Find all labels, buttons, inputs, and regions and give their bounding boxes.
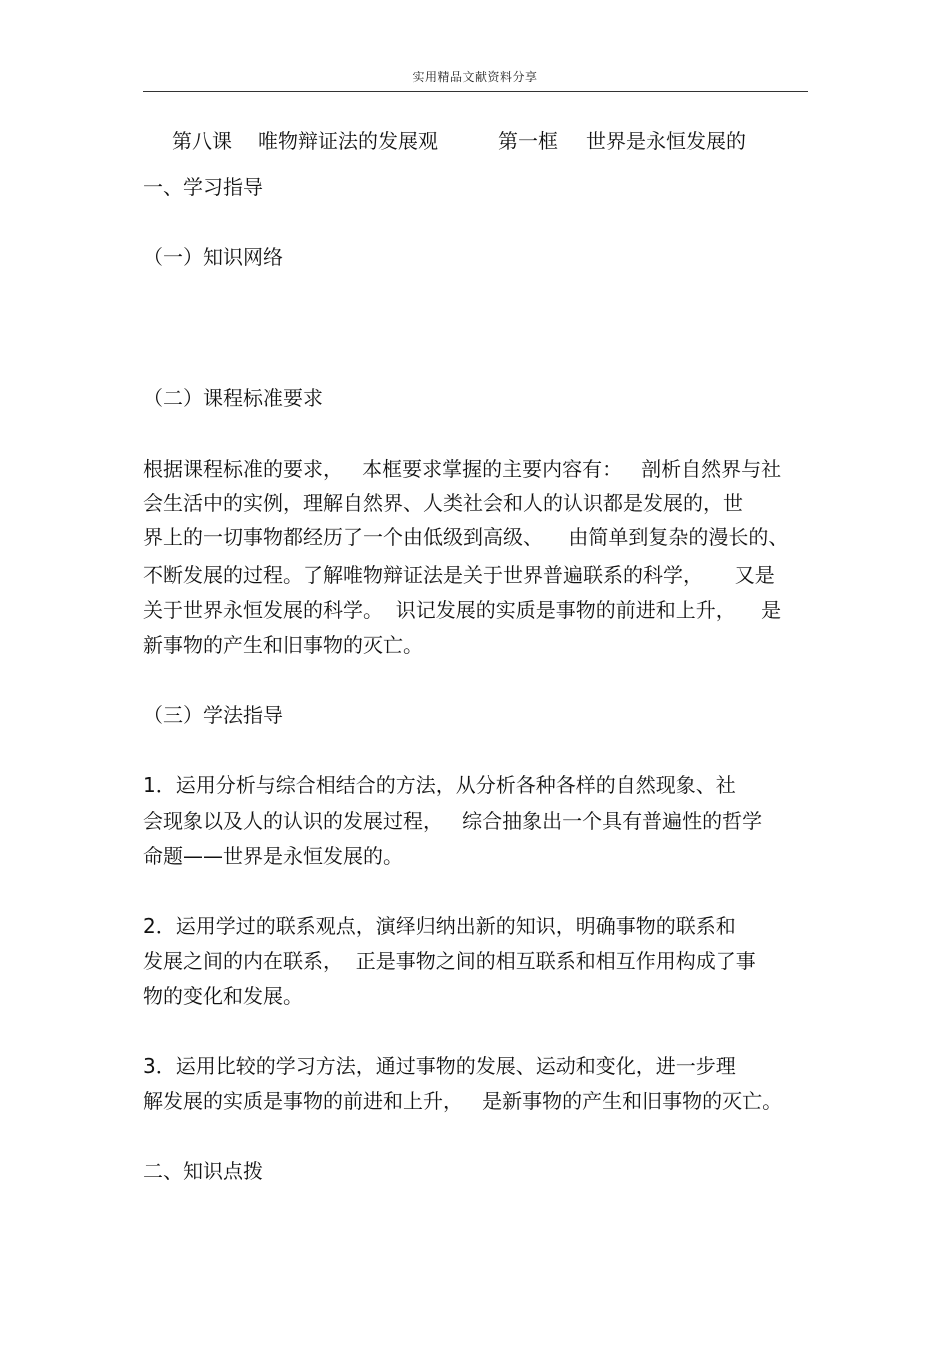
lesson-number: 第八课	[172, 129, 232, 153]
standard-line: 根据课程标准的要求， 本框要求掌握的主要内容有： 剖析自然界与社	[143, 457, 782, 481]
frame-number: 第一框	[498, 129, 558, 153]
lesson-name: 唯物辩证法的发展观	[258, 129, 438, 153]
lesson-title	[172, 128, 746, 154]
method-3-line: 3．运用比较的学习方法，通过事物的发展、运动和变化，进一步理	[143, 1054, 736, 1078]
standard-line: 会生活中的实例，理解自然界、人类社会和人的认识都是发展的，世	[143, 491, 743, 515]
method-2-line: 2．运用学过的联系观点，演绎归纳出新的知识，明确事物的联系和	[143, 914, 736, 938]
page-header-text: 实用精品文献资料分享	[412, 70, 538, 84]
section-heading-study-guide: 一、学习指导	[143, 175, 263, 199]
method-1-line: 会现象以及人的认识的发展过程， 综合抽象出一个具有普遍性的哲学	[143, 809, 763, 833]
standard-line: 新事物的产生和旧事物的灭亡。	[143, 633, 423, 657]
standard-line: 界上的一切事物都经历了一个由低级到高级、 由简单到复杂的漫长的、	[143, 525, 789, 549]
method-1-line: 1．运用分析与综合相结合的方法，从分析各种各样的自然现象、社	[143, 773, 736, 797]
section-heading-knowledge-tips: 二、知识点拨	[143, 1159, 263, 1183]
frame-name: 世界是永恒发展的	[586, 129, 746, 153]
standard-line: 不断发展的过程。了解唯物辩证法是关于世界普遍联系的科学， 又是	[143, 563, 775, 587]
subheading-study-method: （三）学法指导	[143, 703, 283, 727]
header-divider	[143, 91, 808, 92]
subheading-curriculum-standard: （二）课程标准要求	[143, 386, 323, 410]
method-3-line: 解发展的实质是事物的前进和上升， 是新事物的产生和旧事物的灭亡。	[143, 1089, 783, 1113]
method-2-line: 物的变化和发展。	[143, 984, 303, 1008]
subheading-knowledge-network: （一）知识网络	[143, 245, 283, 269]
method-2-line: 发展之间的内在联系， 正是事物之间的相互联系和相互作用构成了事	[143, 949, 756, 973]
standard-line: 关于世界永恒发展的科学。 识记发展的实质是事物的前进和上升， 是	[143, 598, 782, 622]
method-1-line: 命题——世界是永恒发展的。	[143, 844, 403, 868]
